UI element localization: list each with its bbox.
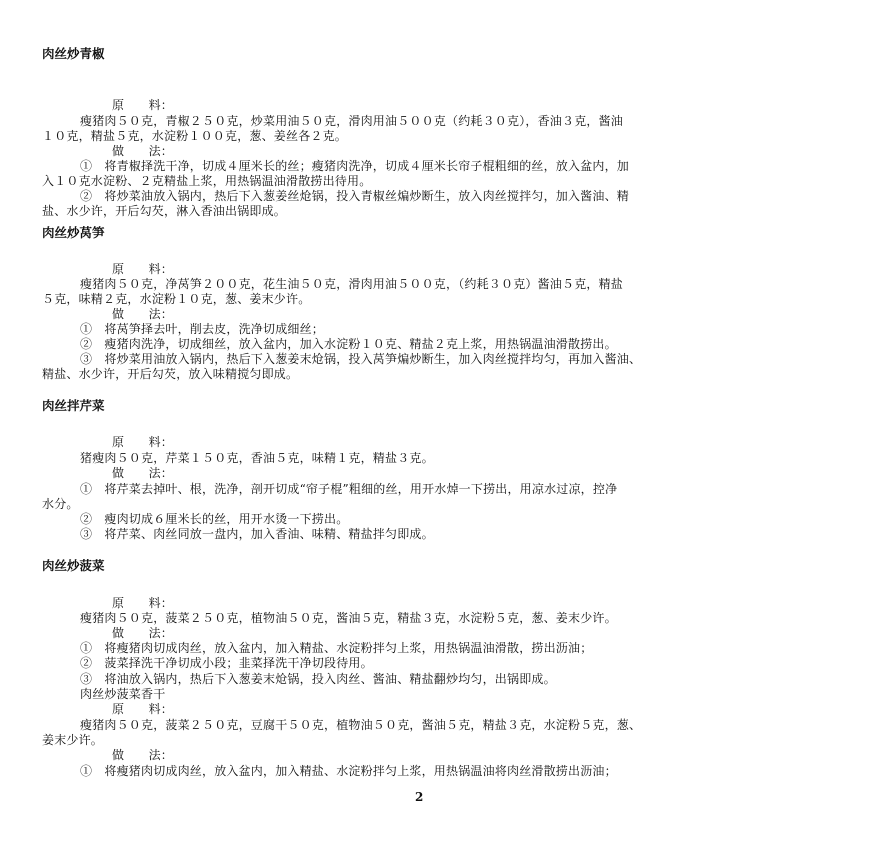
ingredients-label: 原 料： <box>112 702 174 716</box>
ingredients-label: 原 料： <box>112 596 174 610</box>
text-line: ③ 将油放入锅内，热后下入葱姜末炝锅，投入肉丝、酱油、精盐翻炒均匀，出锅即成。 <box>80 672 556 686</box>
text-line: ② 瘦猪肉洗净，切成细丝，放入盆内，加入水淀粉１０克、精盐２克上浆，用热锅温油滑散捞出。 <box>80 337 617 351</box>
text-line: ② 菠菜择洗干净切成小段；韭菜择洗干净切段待用。 <box>80 656 373 670</box>
page-number: 2 <box>415 790 424 804</box>
section-title: 肉丝炒青椒 <box>42 46 105 61</box>
section-title: 肉丝拌芹菜 <box>42 398 105 413</box>
method-label: 做 法： <box>112 626 174 640</box>
text-line: ① 将芹菜去掉叶、根，洗净，剖开切成“帘子棍”粗细的丝，用开水焯一下捞出，用凉水过凉，控净 <box>80 482 618 496</box>
text-line: ① 将瘦猪肉切成肉丝，放入盆内，加入精盐、水淀粉拌匀上浆，用热锅温油将肉丝滑散捞出沥油； <box>80 764 617 778</box>
ingredients-label: 原 料： <box>112 435 174 449</box>
text-line: 入１０克水淀粉、２克精盐上浆，用热锅温油滑散捞出待用。 <box>42 174 372 188</box>
text-line: ③ 将芹菜、肉丝同放一盘内，加入香油、味精、精盐拌匀即成。 <box>80 527 434 541</box>
text-line: ② 将炒菜油放入锅内，热后下入葱姜丝炝锅，投入青椒丝煸炒断生，放入肉丝搅拌匀，加入酱油、精 <box>80 189 630 203</box>
text-line: ① 将瘦猪肉切成肉丝，放入盆内，加入精盐、水淀粉拌匀上浆，用热锅温油滑散，捞出沥油； <box>80 641 593 655</box>
ingredients-label: 原 料： <box>112 262 174 276</box>
section-title: 肉丝炒莴笋 <box>42 225 105 240</box>
text-line: 瘦猪肉５０克，净莴笋２００克，花生油５０克，滑肉用油５００克，（约耗３０克）酱油５克，精盐 <box>80 277 624 291</box>
text-line: ③ 将炒菜用油放入锅内，热后下入葱姜末炝锅，投入莴笋煸炒断生，加入肉丝搅拌均匀，再加入酱油、 <box>80 352 642 366</box>
text-line: 猪瘦肉５０克，芹菜１５０克，香油５克，味精１克，精盐３克。 <box>80 451 434 465</box>
text-line: 姜末少许。 <box>42 733 104 747</box>
ingredients-label: 原 料： <box>112 98 174 112</box>
method-label: 做 法： <box>112 144 174 158</box>
text-line: 精盐、水少许，开后勾芡，放入味精搅匀即成。 <box>42 367 299 381</box>
text-line: ５克，味精２克，水淀粉１０克，葱、姜末少许。 <box>42 292 311 306</box>
method-label: 做 法： <box>112 466 174 480</box>
text-line: 瘦猪肉５０克，菠菜２５０克，植物油５０克，酱油５克，精盐３克，水淀粉５克，葱、姜末少许。 <box>80 611 617 625</box>
method-label: 做 法： <box>112 748 174 762</box>
subsection-title: 肉丝炒菠菜香干 <box>80 687 166 701</box>
text-line: ① 将莴笋择去叶，削去皮，洗净切成细丝； <box>80 322 325 336</box>
text-line: １０克，精盐５克，水淀粉１００克，葱、姜丝各２克。 <box>42 129 348 143</box>
text-line: 瘦猪肉５０克，菠菜２５０克，豆腐干５０克，植物油５０克，酱油５克，精盐３克，水淀粉５克，葱、 <box>80 718 642 732</box>
text-line: 盐、水少许，开后勾芡，淋入香油出锅即成。 <box>42 204 287 218</box>
text-line: ① 将青椒择洗干净，切成４厘米长的丝；瘦猪肉洗净，切成４厘米长帘子棍粗细的丝，放入盆内，加 <box>80 159 630 173</box>
text-line: 瘦猪肉５０克，青椒２５０克，炒菜用油５０克，滑肉用油５００克（约耗３０克），香油３克，酱油 <box>80 114 624 128</box>
method-label: 做 法： <box>112 307 174 321</box>
text-line: 水分。 <box>42 497 79 511</box>
text-line: ② 瘦肉切成６厘米长的丝，用开水烫一下捞出。 <box>80 512 349 526</box>
section-title: 肉丝炒菠菜 <box>42 558 105 573</box>
